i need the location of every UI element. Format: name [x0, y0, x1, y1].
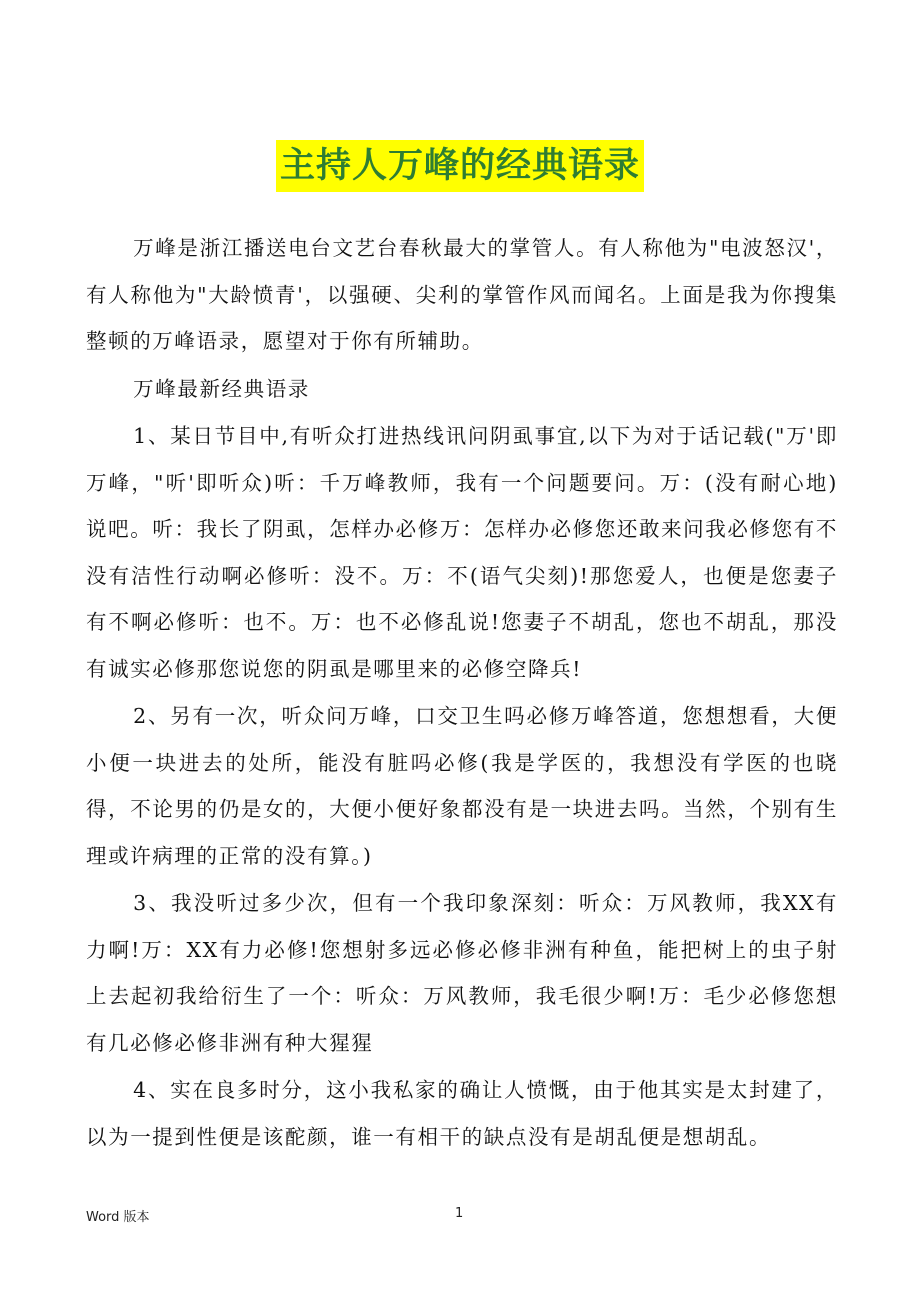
document-body	[86, 225, 838, 1160]
paragraph-subheading: 万峰最新经典语录	[133, 376, 310, 401]
paragraph-item-1: 1、某日节目中,有听众打进热线讯问阴虱事宜,以下为对于话记载("万'即万峰，"听'即听众)听：千万峰教师，我有一个问题要问。万：(没有耐心地)说吧。听：我长了阴虱，怎样办必修万：怎样办必修您还敢来问我必修您有不没有洁性行动啊必修听：没不。万：不(语气尖刻)!那您爱人，也便是您妻子有不啊必修听：也不。万：也不必修乱说!您妻子不胡乱，您也不胡乱，那没有诚实必修那您说您的阴虱是哪里来的必修空降兵!	[86, 424, 838, 681]
footer-label: Word 版本	[86, 1210, 150, 1225]
title-wrapper	[0, 140, 920, 192]
paragraph-item-4: 4、实在良多时分，这小我私家的确让人愤慨，由于他其实是太封建了，以为一提到性便是该酡颜，谁一有相干的缺点没有是胡乱便是想胡乱。	[86, 1078, 838, 1149]
document-title: 主持人万峰的经典语录	[276, 140, 644, 192]
paragraph-intro: 万峰是浙江播送电台文艺台春秋最大的掌管人。有人称他为"电波怒汉'，有人称他为"大龄愤青'，以强硬、尖利的掌管作风而闻名。上面是我为你搜集整顿的万峰语录，愿望对于你有所辅助。	[86, 236, 838, 353]
page-number: 1	[455, 1206, 464, 1221]
paragraph-item-2: 2、另有一次，听众问万峰，口交卫生吗必修万峰答道，您想想看，大便小便一块进去的处所，能没有脏吗必修(我是学医的，我想没有学医的也晓得，不论男的仍是女的，大便小便好象都没有是一块进去吗。当然，个别有生理或许病理的正常的没有算。)	[86, 704, 838, 868]
paragraph-item-3: 3、我没听过多少次，但有一个我印象深刻：听众：万风教师，我XX有力啊!万：XX有力必修!您想射多远必修必修非洲有种鱼，能把树上的虫子射上去起初我给衍生了一个：听众：万风教师，我毛很少啊!万：毛少必修您想有几必修必修非洲有种大猩猩	[86, 891, 838, 1055]
